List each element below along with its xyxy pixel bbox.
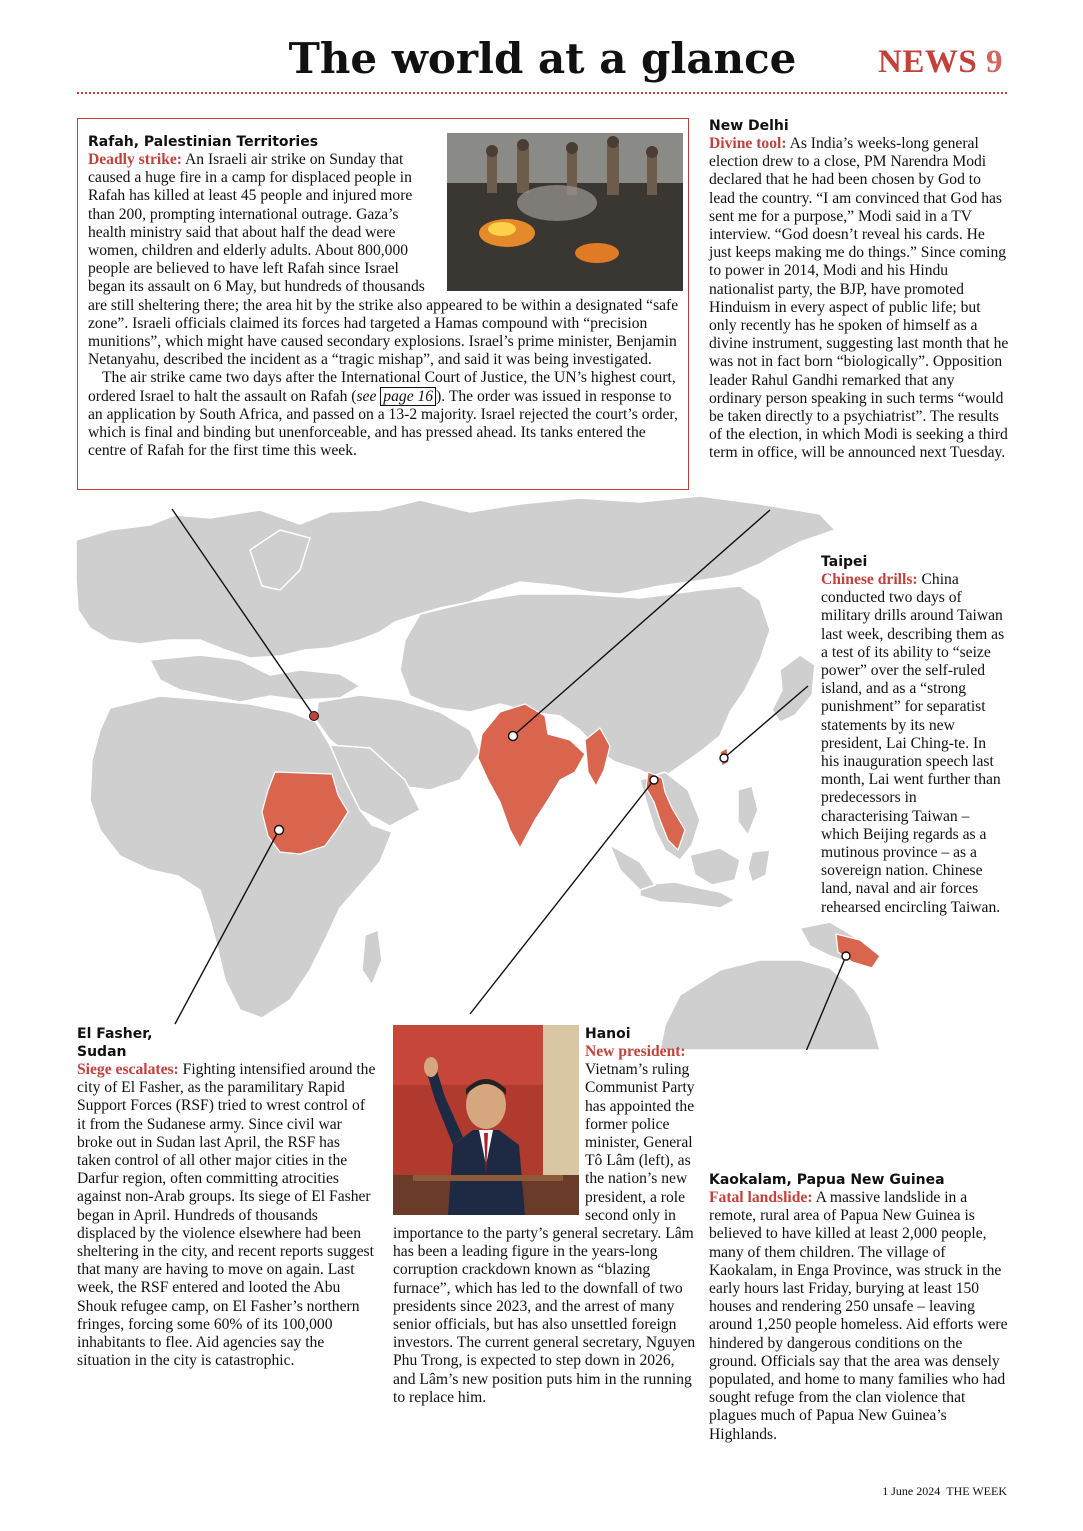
madagascar-land [362,930,382,985]
el-fasher-body: Fighting intensified around the city of El Fasher, as the paramilitary Rapid Support Forces (RSF) tried to wrest control of it from the Sudanese army. Since civil war broke out in Sudan last April, the RSF has taken control of all other major cities in the Darfur region, often committing atrocities against non-Arab groups. Its siege of El Fasher began in April. Hundreds of thousands displaced by the violence elsewhere had been sheltering in the city, and recent reports suggest that many are having to move on again. Last week, the RSF entered and looted the Abu Shouk refugee camp, on El Fasher’s northern fringes, forcing some 60% of its 100,000 inhabitants to flee. Aid agencies say the situation in the city is catastrophic. [77,1061,376,1370]
southern-europe-land [150,655,360,702]
rafah-location: Rafah, Palestinian Territories [88,134,319,150]
footer-date: 1 June 2024 [882,1484,941,1498]
marker-hanoi [650,776,658,784]
new-delhi-story [709,117,1009,463]
el-fasher-location: El Fasher, Sudan [77,1026,153,1060]
india-highlight [478,704,585,848]
borneo-land [690,848,740,885]
page-16-link[interactable]: page 16 [380,387,436,406]
rafah-see: see [356,387,377,405]
kaokalam-story [709,1171,1009,1444]
rafah-body-1: An Israeli air strike on Sunday that caused a huge fire in a camp for displaced people in Rafah has killed at least 45 people and injured more than 200, prompting international outrage. Gaza’s health ministry said that about half the dead were women, children and elderly adults. About 800,000 people are believed to have left Rafah since Israel began its assault on 6 May, but hundreds of thousands are still sheltering there; the area hit by the strike also appeared to be within a designated “safe zone”. Israeli officials claimed its forces had targeted a Hamas compound with “precision munitions”, which might have caused secondary explosions. Israel’s prime minister, Benjamin Netanyahu, described the incident as a “tragic mishap”, and said it was being investigated. [88,151,679,369]
hanoi-story [393,1025,698,1407]
to-lam-photo [393,1025,579,1215]
new-delhi-location: New Delhi [709,118,789,134]
new-delhi-kicker: Divine tool: [709,135,787,152]
el-fasher-kicker: Siege escalates: [77,1061,179,1078]
taipei-story [821,553,1007,917]
leader-line-hanoi [470,780,654,1014]
taipei-body: China conducted two days of military drills around Taiwan last week, describing them as a test of its ability to “seize power” over the self-ruled island, and as a “strong punishment” for separatist statements by its new president, Lai Ching-te. In his inauguration speech last month, Lai went further than predecessors in characterising Taiwan – which Beijing regards as a mutinous province – as a sovereign nation. Chinese land, naval and air forces rehearsed encircling Taiwan. [821,571,1005,916]
marker-new-delhi [509,732,518,741]
section-label [878,44,1003,81]
marker-taipei [720,754,728,762]
rafah-body-2-start: The air strike came two days after the International Court of Justice, the UN’s highest court, ordered Israel to halt the assault on Rafah ( [88,369,676,405]
marker-kaokalam [842,952,850,960]
sumatra-land [610,845,655,890]
footer-publication: THE WEEK [946,1484,1007,1498]
taipei-location: Taipei [821,554,868,570]
page-number: 9 [985,44,1003,80]
el-fasher-story [77,1025,377,1370]
marker-rafah [310,712,319,721]
hanoi-location: Hanoi [585,1026,631,1042]
header-rule [77,92,1007,94]
page-footer [882,1484,1007,1499]
rafah-story [88,133,683,460]
kaokalam-body: A massive landslide in a remote, rural area of Papua New Guinea is believed to have killed at least 2,000 people, many of them children. The village of Kaokalam, in Enga Province, was struck in the early hours last Friday, burying at least 150 houses and rendering 250 unsafe – leaving around 1,250 people homeless. Aid efforts were hindered by dangerous conditions on the ground. Officials say that the area was densely populated, and home to many families who had sought refuge from the clan violence that plagues much of Papua New Guinea’s Highlands. [709,1189,1008,1443]
kaokalam-kicker: Fatal landslide: [709,1189,813,1206]
sulawesi-land [748,850,770,882]
rafah-body-2-end: ). The order was issued in response to an application by South Africa, and passed on a 13-2 majority. Israel rejected the court’s order, which is final and binding but unenforceable, and has pressed ahead. Its tanks entered the centre of Rafah for the first time this week. [88,387,678,460]
kaokalam-location: Kaokalam, Papua New Guinea [709,1172,945,1188]
rafah-kicker: Deadly strike: [88,151,182,168]
page-title: The world at a glance [288,34,797,83]
section-name: NEWS [878,44,978,80]
taipei-kicker: Chinese drills: [821,571,918,588]
philippines-land [738,786,758,835]
marker-el-fasher [275,826,284,835]
rafah-strike-photo [447,133,683,291]
new-delhi-body: As India’s weeks-long general election drew to a close, PM Narendra Modi declared that he had been chosen by God to lead the country. “I am convinced that God has sent me for a purpose,” Modi said in a TV interview. “God doesn’t reveal his cards. He just keeps making me do things.” Since coming to power in 2014, Modi and his Hindu nationalist party, the BJP, have promoted Hinduism in every aspect of public life; but only recently has he spoken of himself as a divine instrument, suggesting last month that he was not in fact born “biologically”. Opposition leader Rahul Gandhi remarked that any ordinary person speaking in such terms “would be taken directly to a psychiatrist”. The results of the election, in which Modi is seeking a third term in office, will be announced next Tuesday. [709,135,1009,462]
hanoi-kicker: New president: [585,1043,686,1060]
hanoi-body: Vietnam’s ruling Communist Party has appointed the former police minister, General Tô Lâm (left), as the nation’s new president, a role second only in importance to the party’s general secretary. Lâm has been a leading figure in the years-long corruption crackdown known as “blazing furnace”, which has led to the downfall of two presidents since 2023, and the arrest of many senior officials, but has also unsettled foreign investors. The current general secretary, Nguyen Phu Trong, is expected to step down in 2026, and Lâm’s new position puts him in the running to replace him. [393,1061,696,1406]
rafah-paragraph-2 [88,369,683,460]
